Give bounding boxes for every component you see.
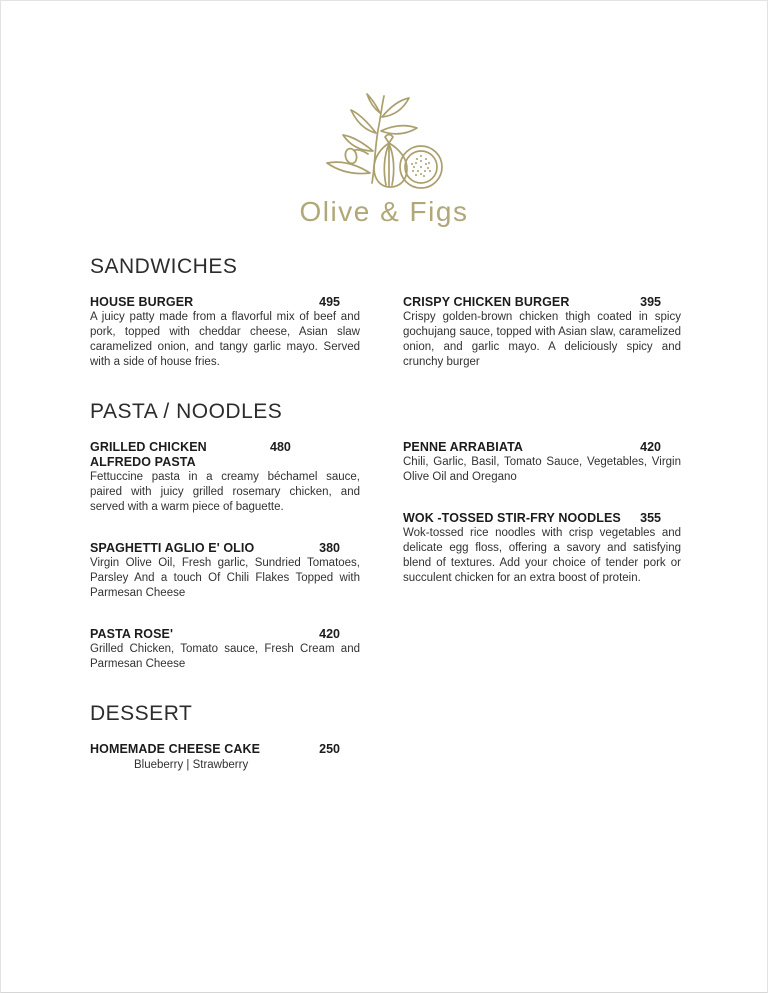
menu-content <box>1 255 767 799</box>
menu-item-crispy-chicken-burger <box>403 295 681 370</box>
item-description: Virgin Olive Oil, Fresh garlic, Sundried Tomatoes, Parsley And a touch Of Chili Flakes Topped with Parmesan Cheese <box>90 557 360 599</box>
logo-block <box>1 1 767 227</box>
item-price: 355 <box>640 511 661 525</box>
item-name: PASTA ROSE' <box>90 627 174 641</box>
item-variants: Blueberry | Strawberry <box>134 759 249 771</box>
section-title: DESSERT <box>90 702 193 725</box>
item-price: 420 <box>319 627 340 641</box>
item-name: WOK -TOSSED STIR-FRY NOODLES <box>403 511 621 525</box>
menu-item-penne-arrabiata <box>403 440 681 485</box>
item-description: A juicy patty made from a flavorful mix of beef and pork, topped with cheddar cheese, Asian slaw caramelized onion, and tangy garlic mayo. Served with a side of house fries. <box>90 311 360 368</box>
item-price: 495 <box>319 295 340 309</box>
section-dessert <box>90 702 681 799</box>
item-description: Fettuccine pasta in a creamy béchamel sauce, paired with juicy grilled rosemary chicken, and served with a warm piece of baguette. <box>90 471 360 513</box>
item-price: 420 <box>640 440 661 454</box>
menu-item-pasta-rose <box>90 627 360 672</box>
menu-item-house-burger <box>90 295 360 370</box>
menu-item-wok-tossed-stir-fry-noodles <box>403 511 681 586</box>
fig-seeds <box>411 155 431 177</box>
menu-item-grilled-chicken-alfredo-pasta <box>90 440 360 515</box>
item-name: PENNE ARRABIATA <box>403 440 524 454</box>
section-title: SANDWICHES <box>90 255 238 278</box>
item-price: 395 <box>640 295 661 309</box>
item-price: 250 <box>319 742 340 756</box>
item-description: Grilled Chicken, Tomato sauce, Fresh Cream and Parmesan Cheese <box>90 643 360 670</box>
item-name: HOMEMADE CHEESE CAKE <box>90 742 261 756</box>
section-title: PASTA / NOODLES <box>90 400 283 423</box>
item-description: Wok-tossed rice noodles with crisp vegetables and delicate egg floss, offering a savory and satisfying blend of textures. Add your choice of tender pork or succulent chicken for an extra boost of protein. <box>403 527 681 584</box>
item-price: 380 <box>319 541 340 555</box>
item-name: GRILLED CHICKEN ALFREDO PASTA <box>90 440 207 469</box>
item-name: CRISPY CHICKEN BURGER <box>403 295 570 309</box>
section-pasta-noodles <box>90 400 681 698</box>
item-description: Chili, Garlic, Basil, Tomato Sauce, Vegetables, Virgin Olive Oil and Oregano <box>403 456 681 483</box>
item-description: Crispy golden-brown chicken thigh coated in spicy gochujang sauce, topped with Asian slaw, caramelized onion, and garlic mayo. A deliciously spicy and crunchy burger <box>403 311 681 368</box>
item-name: SPAGHETTI AGLIO E' OLIO <box>90 541 255 555</box>
olive-branch-and-figs-illustration-icon <box>318 91 450 197</box>
item-name: HOUSE BURGER <box>90 295 194 309</box>
menu-item-homemade-cheese-cake <box>90 742 360 773</box>
menu-item-spaghetti-aglio-e-olio <box>90 541 360 601</box>
section-sandwiches <box>90 255 681 396</box>
item-price: 480 <box>270 440 291 454</box>
brand-name: Olive & Figs <box>299 196 469 227</box>
